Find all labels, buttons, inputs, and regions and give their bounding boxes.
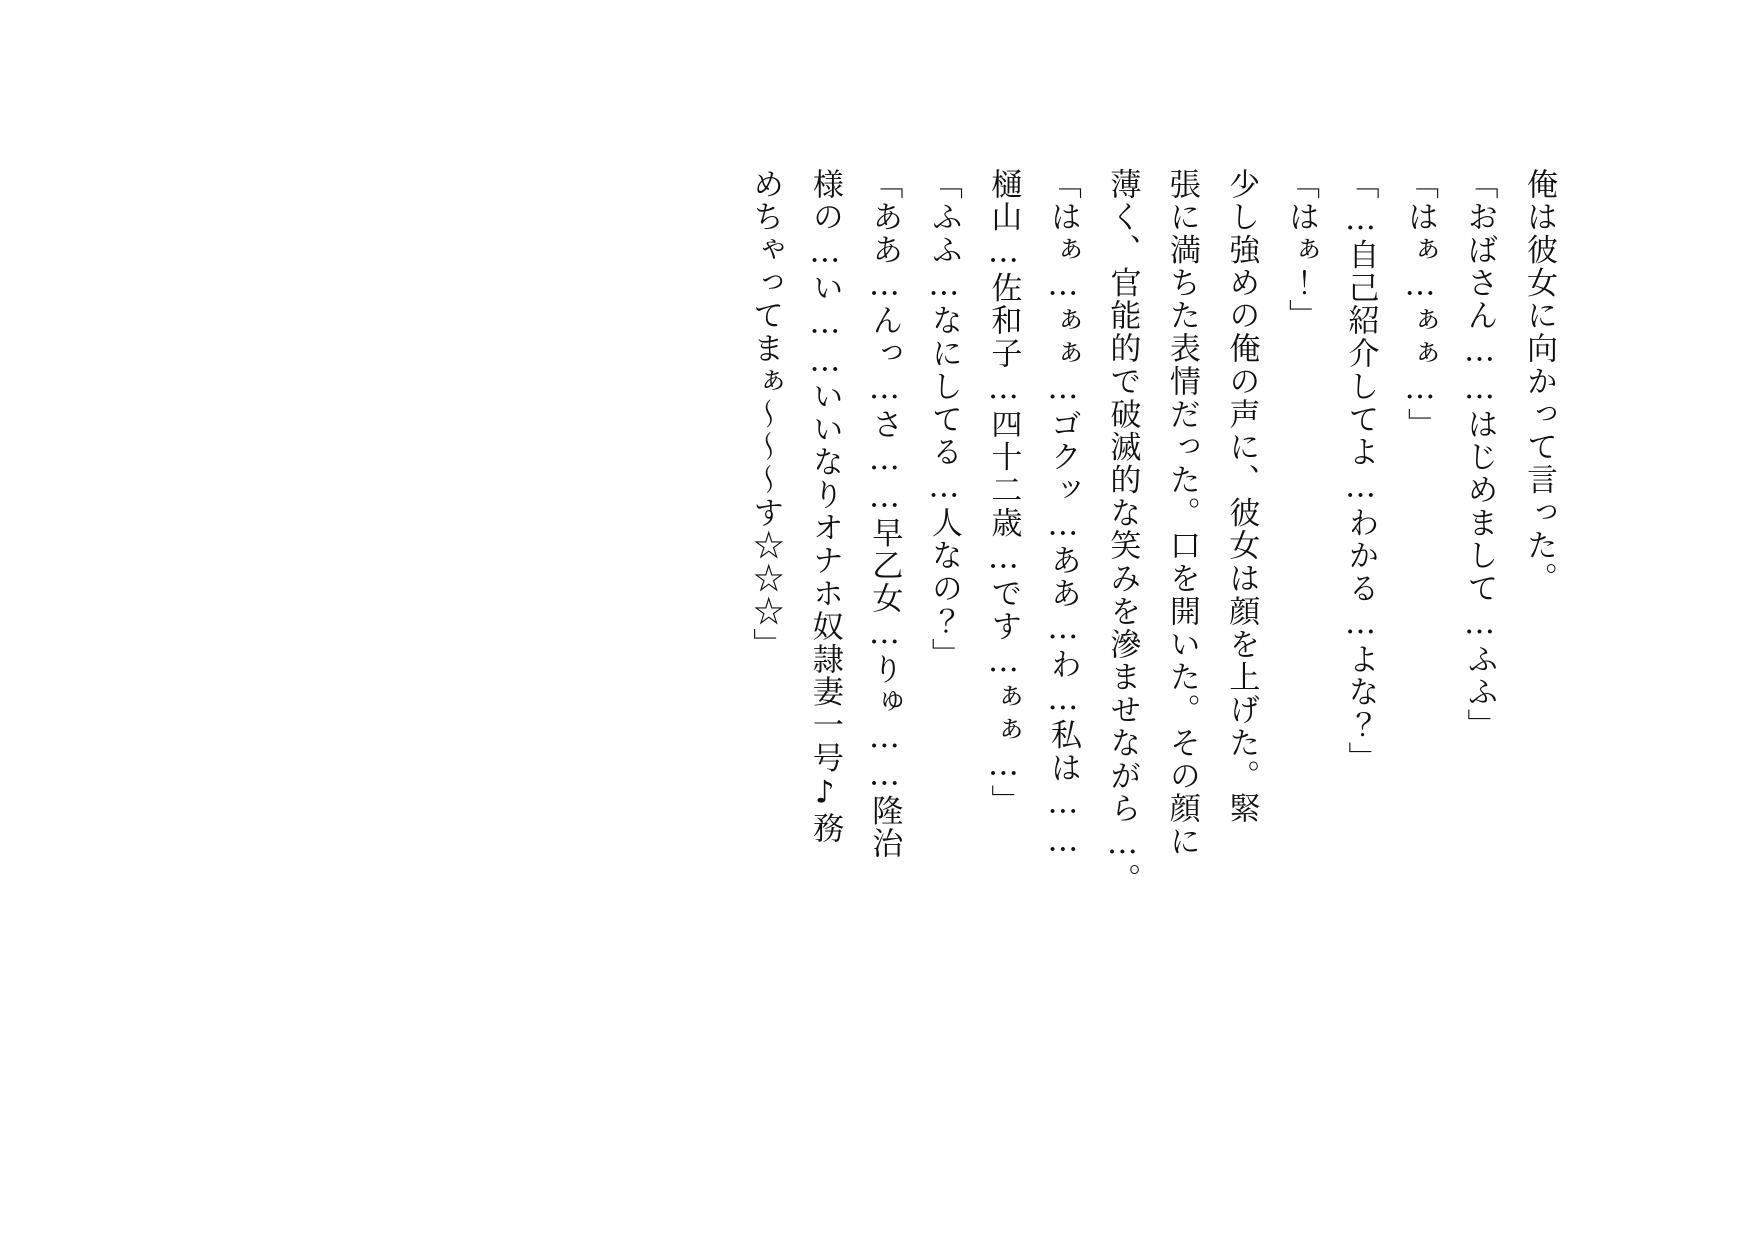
text-line: 「はぁ！」	[1282, 168, 1319, 333]
text-line: 「ああ…んっ…さ……早乙女…りゅ……隆治	[866, 168, 903, 861]
text-line: 「はぁ…ぁぁ…」	[1401, 168, 1438, 441]
text-line: 「はぁ…ぁぁ…ゴクッ…ああ…わ…私は……	[1044, 168, 1081, 861]
text-line: 樋山…佐和子…四十二歳…です…ぁぁ…」	[985, 168, 1022, 818]
text-line: 張に満ちた表情だった。口を開いた。その顔に	[1163, 168, 1200, 859]
text-line: 少し強めの俺の声に、彼女は顔を上げた。緊	[1223, 168, 1260, 826]
text-line: めちゃってまぁ～～～す☆☆☆」	[747, 168, 784, 661]
text-line: 俺は彼女に向かって言った。	[1521, 168, 1557, 596]
text-line: 薄く、官能的で破滅的な笑みを滲ませながら…。	[1104, 168, 1141, 896]
text-line: 様の…い……いいなりオナホ奴隷妻一号♪務	[806, 168, 843, 846]
text-line: 「…自己紹介してよ…わかる…よな？」	[1342, 168, 1379, 775]
text-line: 「ふふ…なにしてる…人なの？」	[925, 168, 962, 671]
vertical-text-body	[735, 168, 1568, 1118]
text-line: 「おばさん……はじめまして…ふふ」	[1461, 168, 1498, 742]
